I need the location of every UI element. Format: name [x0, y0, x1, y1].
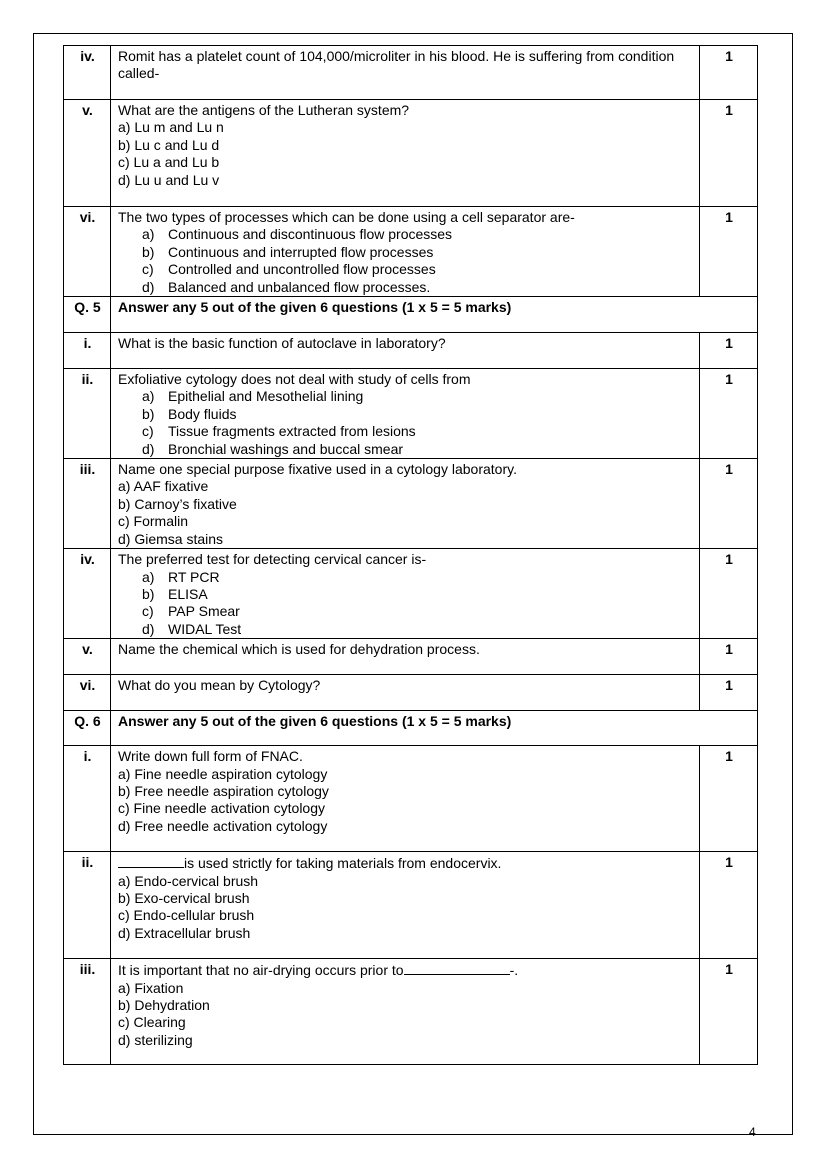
option: d) WIDAL Test	[142, 620, 242, 637]
option: a) Lu m and Lu n	[118, 119, 224, 136]
table-row	[64, 852, 758, 959]
question-text: What is the basic function of autoclave in laboratory?	[111, 333, 700, 369]
question-number: iii.	[64, 459, 111, 549]
option: a) Fine needle aspiration cytology	[118, 765, 328, 782]
table-row	[64, 333, 758, 369]
table-row	[64, 369, 758, 459]
fill-blank	[404, 961, 510, 975]
marks: 1	[700, 852, 758, 959]
option: c) PAP Smear	[142, 603, 240, 620]
question-cell	[111, 369, 700, 459]
section-header-row	[64, 711, 758, 746]
option: b) Lu c and Lu d	[118, 136, 220, 153]
marks: 1	[700, 549, 758, 639]
question-number: v.	[64, 100, 111, 207]
question-text: Exfoliative cytology does not deal with study of cells from	[118, 371, 471, 388]
marks: 1	[700, 46, 758, 100]
question-text: It is important that no air-drying occurs prior to -.	[118, 962, 519, 979]
table-row	[64, 549, 758, 639]
question-text: What are the antigens of the Lutheran system?	[118, 102, 410, 118]
option: d) sterilizing	[118, 1031, 193, 1048]
question-cell	[111, 746, 700, 852]
question-number: vi.	[64, 207, 111, 297]
question-cell	[111, 852, 700, 959]
option: d) Bronchial washings and buccal smear	[142, 440, 404, 457]
option: c) Fine needle activation cytology	[118, 800, 325, 817]
marks: 1	[700, 746, 758, 852]
question-text: The two types of processes which can be done using a cell separator are-	[118, 209, 575, 225]
fill-blank	[118, 854, 184, 868]
option: a) Endo-cervical brush	[118, 872, 259, 889]
option: c) Lu a and Lu b	[118, 154, 220, 171]
question-number: i.	[64, 333, 111, 369]
question-number: v.	[64, 639, 111, 675]
question-number: i.	[64, 746, 111, 852]
table-row	[64, 207, 758, 297]
option: a) Epithelial and Mesothelial lining	[142, 388, 364, 405]
option: d) Free needle activation cytology	[118, 817, 328, 834]
table-row	[64, 746, 758, 852]
option: b) Continuous and interrupted flow processes	[142, 243, 434, 260]
section-title: Answer any 5 out of the given 6 questions (1 x 5 = 5 marks)	[111, 297, 758, 333]
question-text: Name one special purpose fixative used in a cytology laboratory.	[118, 461, 517, 478]
option: a) Fixation	[118, 979, 184, 996]
question-cell	[111, 459, 700, 549]
question-text: Write down full form of FNAC.	[118, 748, 303, 765]
table-row	[64, 675, 758, 711]
table-row	[64, 639, 758, 675]
marks: 1	[700, 675, 758, 711]
marks: 1	[700, 100, 758, 207]
option: a) RT PCR	[142, 568, 220, 585]
option: c) Formalin	[118, 513, 189, 530]
option: a) AAF fixative	[118, 478, 209, 495]
question-cell	[111, 549, 700, 639]
table-row	[64, 959, 758, 1065]
section-number: Q. 5	[64, 297, 111, 333]
option: a) Continuous and discontinuous flow processes	[142, 226, 453, 243]
question-text: Romit has a platelet count of 104,000/microliter in his blood. He is suffering from condition called-	[111, 46, 700, 100]
question-number: iv.	[64, 549, 111, 639]
question-text: What do you mean by Cytology?	[111, 675, 700, 711]
table-row	[64, 100, 758, 207]
question-table	[63, 45, 758, 1065]
marks: 1	[700, 333, 758, 369]
question-cell	[111, 959, 700, 1065]
question-number: vi.	[64, 675, 111, 711]
marks: 1	[700, 369, 758, 459]
table-row	[64, 46, 758, 100]
option: c) Tissue fragments extracted from lesions	[142, 423, 416, 440]
marks: 1	[700, 639, 758, 675]
question-text: The preferred test for detecting cervical cancer is-	[118, 551, 427, 568]
page-number: 4	[749, 1125, 756, 1139]
option: c) Clearing	[118, 1014, 186, 1031]
option: d) Extracellular brush	[118, 924, 251, 941]
option: b) Body fluids	[142, 405, 237, 422]
question-cell	[111, 207, 700, 297]
section-number: Q. 6	[64, 711, 111, 746]
table-row	[64, 459, 758, 549]
marks: 1	[700, 459, 758, 549]
option: d) Balanced and unbalanced flow processes.	[142, 278, 431, 295]
question-number: iii.	[64, 959, 111, 1065]
option: d) Giemsa stains	[118, 530, 224, 547]
option: b) Carnoy’s fixative	[118, 495, 237, 512]
option: b) Exo-cervical brush	[118, 889, 250, 906]
option: c) Endo-cellular brush	[118, 907, 255, 924]
question-cell	[111, 100, 700, 207]
option: d) Lu u and Lu v	[118, 171, 220, 188]
question-text: is used strictly for taking materials from endocervix.	[118, 854, 693, 872]
section-header-row	[64, 297, 758, 333]
marks: 1	[700, 207, 758, 297]
question-number: iv.	[64, 46, 111, 100]
option: b) Free needle aspiration cytology	[118, 782, 329, 799]
question-number: ii.	[64, 852, 111, 959]
section-title: Answer any 5 out of the given 6 questions (1 x 5 = 5 marks)	[111, 711, 758, 746]
marks: 1	[700, 959, 758, 1065]
option: b) ELISA	[142, 585, 208, 602]
question-number: ii.	[64, 369, 111, 459]
question-text: Name the chemical which is used for dehydration process.	[111, 639, 700, 675]
option: b) Dehydration	[118, 996, 210, 1013]
option: c) Controlled and uncontrolled flow processes	[142, 261, 436, 278]
